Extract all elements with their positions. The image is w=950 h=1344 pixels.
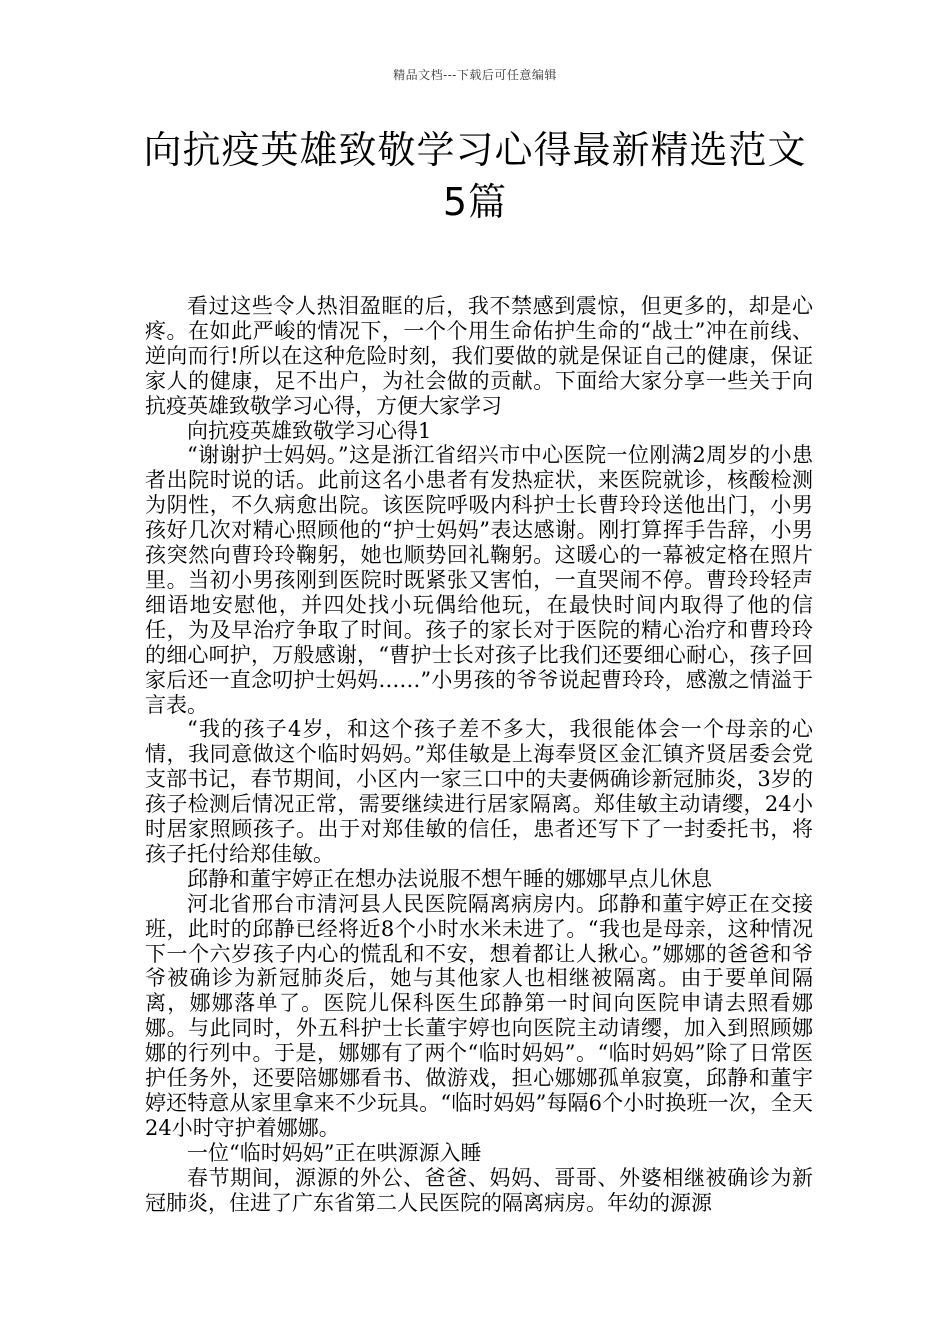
section-heading-1: 向抗疫英雄致敬学习心得1 — [187, 418, 432, 443]
paragraph: “我的孩子4岁，和这个孩子差不多大，我很能体会一个母亲的心情，我同意做这个临时妈妈。”郑佳敏是上海奉贤区金汇镇齐贤居委会党支部书记，春节期间，小区内一家三口中的夫妻俩确诊新冠肺炎，3岁的孩子检测后情况正常，需要继续进行居家隔离。郑佳敏主动请缨，24小时居家照顾孩子。出于对郑佳敏的信任，患者还写下了一封委托书，将孩子托付给郑佳敏。 — [145, 717, 813, 866]
header-note: 精品文档---下载后可任意编辑 — [393, 68, 557, 82]
document-body — [145, 294, 813, 1216]
document-title — [100, 124, 850, 228]
title-line-1: 向抗疫英雄致敬学习心得最新精选范文 — [143, 128, 807, 172]
photo-caption: 一位“临时妈妈”正在哄源源入睡 — [187, 1140, 482, 1165]
paragraph-intro: 看过这些令人热泪盈眶的后，我不禁感到震惊，但更多的，却是心疼。在如此严峻的情况下，一个个用生命佑护生命的“战士”冲在前线、逆向而行!所以在这种危险时刻，我们要做的就是保证自己的健康，保证家人的健康，足不出户，为社会做的贡献。下面给大家分享一些关于向抗疫英雄致敬学习心得，方便大家学习 — [145, 294, 813, 418]
paragraph: 春节期间，源源的外公、爸爸、妈妈、哥哥、外婆相继被确诊为新冠肺炎，住进了广东省第二人民医院的隔离病房。年幼的源源 — [145, 1165, 813, 1215]
paragraph: “谢谢护士妈妈。”这是浙江省绍兴市中心医院一位刚满2周岁的小患者出院时说的话。此前这名小患者有发热症状，来医院就诊，核酸检测为阴性，不久病愈出院。该医院呼吸内科护士长曹玲玲送他出门，小男孩好几次对精心照顾他的“护士妈妈”表达感谢。刚打算挥手告辞，小男孩突然向曹玲玲鞠躬，她也顺势回礼鞠躬。这暖心的一幕被定格在照片里。当初小男孩刚到医院时既紧张又害怕，一直哭闹不停。曹玲玲轻声细语地安慰他，并四处找小玩偶给他玩，在最快时间内取得了他的信任，为及早治疗争取了时间。孩子的家长对于医院的精心治疗和曹玲玲的细心呵护，万般感谢，“曹护士长对孩子比我们还要细心耐心，孩子回家后还一直念叨护士妈妈……”小男孩的爷爷说起曹玲玲，感激之情溢于言表。 — [145, 443, 813, 717]
paragraph: 河北省邢台市清河县人民医院隔离病房内。邱静和董宇婷正在交接班，此时的邱静已经将近8个小时水米未进了。“我也是母亲，这种情况下一个六岁孩子内心的慌乱和不安，想着都让人揪心。”娜娜的爸爸和爷爷被确诊为新冠肺炎后，她与其他家人也相继被隔离。由于要单间隔离，娜娜落单了。医院儿保科医生邱静第一时间向医院申请去照看娜娜。与此同时，外五科护士长董宇婷也向医院主动请缨，加入到照顾娜娜的行列中。于是，娜娜有了两个“临时妈妈”。“临时妈妈”除了日常医护任务外，还要陪娜娜看书、做游戏，担心娜娜孤单寂寞，邱静和董宇婷还特意从家里拿来不少玩具。“临时妈妈”每隔6个小时换班一次，全天24小时守护着娜娜。 — [145, 891, 813, 1140]
photo-caption: 邱静和董宇婷正在想办法说服不想午睡的娜娜早点儿休息 — [187, 866, 712, 891]
title-line-2: 5篇 — [442, 180, 508, 224]
